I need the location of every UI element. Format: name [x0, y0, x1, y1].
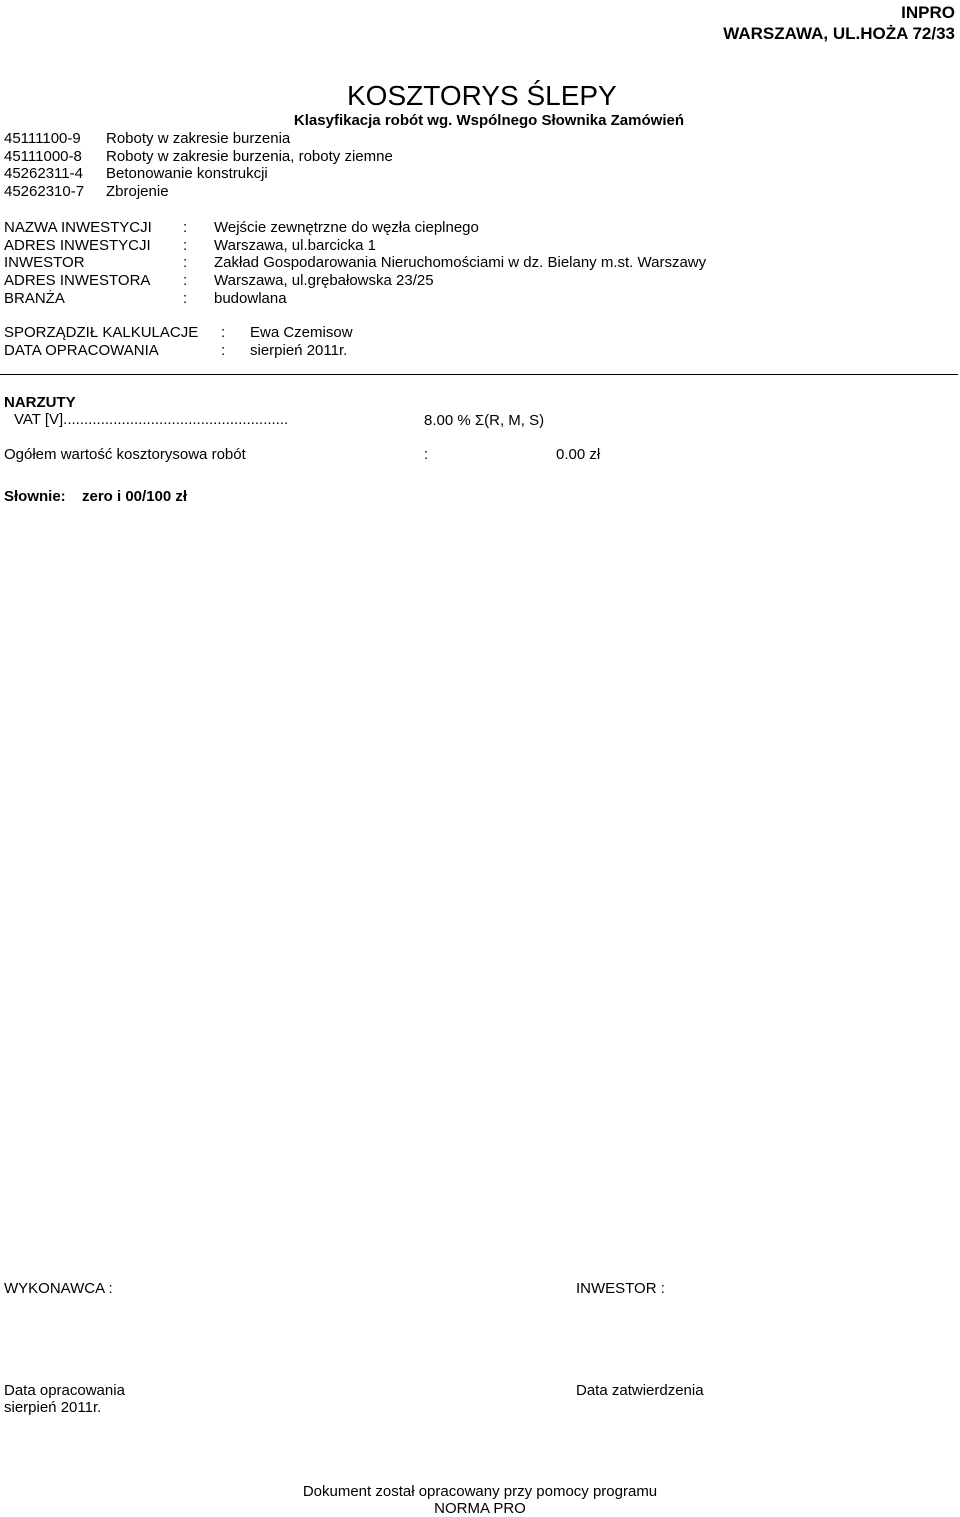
separator: : — [183, 254, 188, 271]
separator: : — [183, 219, 188, 236]
preparation-date-footer-value: sierpień 2011r. — [4, 1399, 102, 1416]
divider — [0, 374, 958, 375]
narzuty-heading: NARZUTY — [4, 394, 76, 411]
separator: : — [221, 342, 226, 359]
classification-code: 45262311-4 — [4, 165, 83, 182]
classification-desc: Betonowanie konstrukcji — [106, 165, 268, 182]
contractor-label: WYKONAWCA : — [4, 1280, 113, 1297]
preparation-date-label: DATA OPRACOWANIA — [4, 342, 159, 359]
total-value: 0.00 zł — [556, 446, 601, 463]
vat-value: 8.00 % Σ(R, M, S) — [424, 412, 545, 429]
investment-name-value: Wejście zewnętrzne do węzła cieplnego — [214, 219, 479, 236]
classification-desc: Roboty w zakresie burzenia — [106, 130, 291, 147]
separator: : — [183, 290, 188, 307]
investor-address-value: Warszawa, ul.grębałowska 23/25 — [214, 272, 434, 289]
words-value: zero i 00/100 zł — [82, 488, 188, 505]
branch-value: budowlana — [214, 290, 287, 307]
footer-line-2: NORMA PRO — [434, 1500, 526, 1517]
investment-address-value: Warszawa, ul.barcicka 1 — [214, 237, 376, 254]
words-label: Słownie: — [4, 488, 66, 505]
preparation-date-footer-label: Data opracowania — [4, 1382, 125, 1399]
investor-label: INWESTOR — [4, 254, 85, 271]
approval-date-label: Data zatwierdzenia — [576, 1382, 704, 1399]
investor-signature-label: INWESTOR : — [576, 1280, 665, 1297]
prepared-by-label: SPORZĄDZIŁ KALKULACJE — [4, 324, 199, 341]
document-title: KOSZTORYS ŚLEPY — [347, 80, 617, 111]
company-name: INPRO — [901, 3, 955, 22]
company-header — [723, 2, 955, 44]
company-address: WARSZAWA, UL.HOŻA 72/33 — [723, 24, 955, 43]
classification-desc: Zbrojenie — [106, 183, 169, 200]
separator: : — [424, 446, 429, 463]
classification-code: 45111000-8 — [4, 148, 82, 165]
separator: : — [183, 237, 188, 254]
separator: : — [221, 324, 226, 341]
classification-desc: Roboty w zakresie burzenia, roboty ziemne — [106, 148, 393, 165]
branch-label: BRANŻA — [4, 290, 65, 307]
vat-label: VAT [V]...................................................... — [14, 411, 289, 428]
investor-address-label: ADRES INWESTORA — [4, 272, 151, 289]
preparation-date-value: sierpień 2011r. — [250, 342, 348, 359]
classification-heading: Klasyfikacja robót wg. Wspólnego Słownika Zamówień — [293, 112, 684, 129]
classification-code: 45262310-7 — [4, 183, 85, 200]
investment-name-label: NAZWA INWESTYCJI — [4, 219, 152, 236]
prepared-by-value: Ewa Czemisow — [250, 324, 353, 341]
total-label: Ogółem wartość kosztorysowa robót — [4, 446, 246, 463]
classification-code: 45111100-9 — [4, 130, 81, 147]
investment-address-label: ADRES INWESTYCJI — [4, 237, 151, 254]
footer-line-1: Dokument został opracowany przy pomocy programu — [302, 1483, 658, 1500]
separator: : — [183, 272, 188, 289]
investor-value: Zakład Gospodarowania Nieruchomościami w dz. Bielany m.st. Warszawy — [214, 254, 707, 271]
